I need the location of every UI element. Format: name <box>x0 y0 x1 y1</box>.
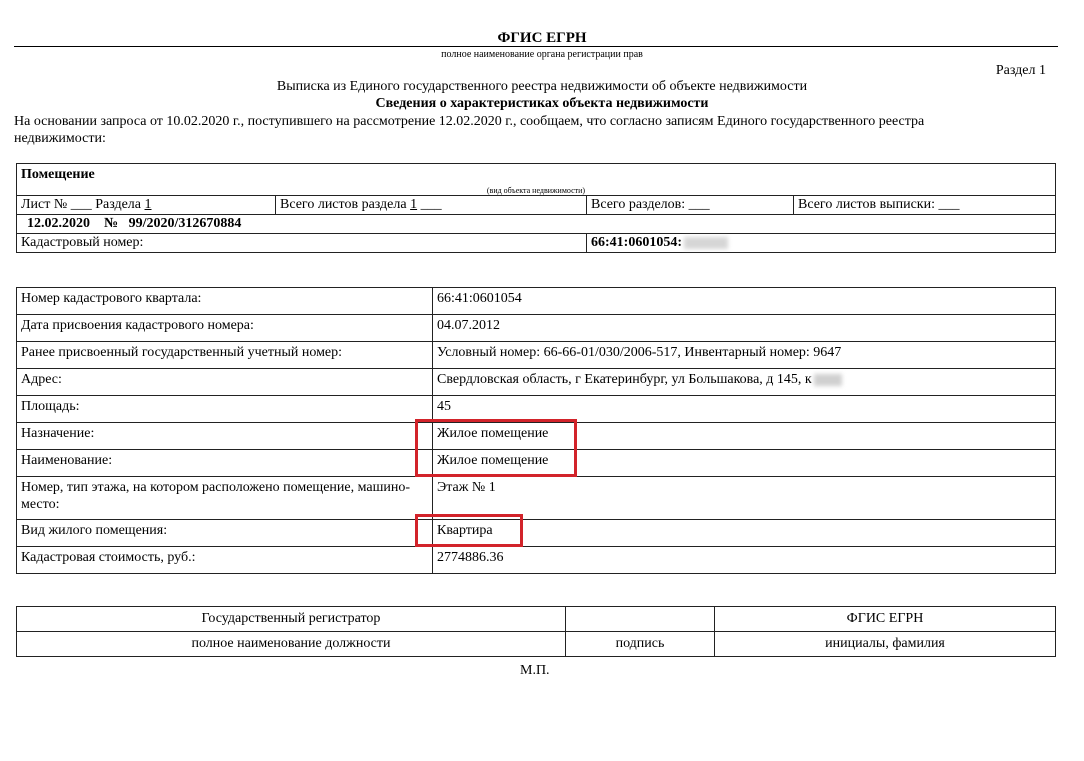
property-row <box>17 520 1056 547</box>
seal-placeholder: М.П. <box>520 663 550 678</box>
org-title: ФГИС ЕГРН <box>497 30 587 46</box>
property-key: Номер, тип этажа, на котором расположено помещение, машино-место: <box>17 477 433 520</box>
redacted-blur <box>684 237 728 249</box>
cadastral-label: Кадастровый номер: <box>17 234 587 253</box>
property-key: Дата присвоения кадастрового номера: <box>17 315 433 342</box>
property-value: 2774886.36 <box>433 547 1056 574</box>
total-sheets-extract-blank: ___ <box>938 197 960 212</box>
property-row <box>17 547 1056 574</box>
object-type: Помещение <box>17 164 1056 187</box>
property-key: Адрес: <box>17 369 433 396</box>
property-key: Наименование: <box>17 450 433 477</box>
name-caption: инициалы, фамилия <box>715 632 1056 657</box>
section-num-label: Раздела <box>95 197 142 212</box>
extract-number: 99/2020/312670884 <box>128 216 242 231</box>
sheet-cell <box>17 196 276 215</box>
total-sheets-section-blank: ___ <box>420 197 442 212</box>
cadastral-value-cell <box>587 234 1056 253</box>
total-sheets-extract-cell <box>794 196 1056 215</box>
section-num-value: 1 <box>144 197 152 212</box>
property-key: Назначение: <box>17 423 433 450</box>
property-value: 04.07.2012 <box>433 315 1056 342</box>
cadastral-value: 66:41:0601054: <box>591 235 682 250</box>
sheet-blank: ___ <box>70 197 92 212</box>
total-sections-label: Всего разделов: <box>591 197 686 212</box>
section-label: Раздел 1 <box>995 63 1046 78</box>
property-value: Свердловская область, г Екатеринбург, ул Большакова, д 145, к <box>437 372 812 387</box>
total-sheets-section-value: 1 <box>410 197 418 212</box>
registrar-org: ФГИС ЕГРН <box>715 607 1056 632</box>
property-row <box>17 315 1056 342</box>
property-row <box>17 342 1056 369</box>
object-type-caption: (вид объекта недвижимости) <box>17 186 1056 196</box>
extract-date: 12.02.2020 <box>27 216 90 231</box>
property-key: Вид жилого помещения: <box>17 520 433 547</box>
extract-date-number <box>17 215 1056 234</box>
header-rule <box>14 46 1058 47</box>
total-sheets-extract-label: Всего листов выписки: <box>798 197 935 212</box>
intro-text: На основании запроса от 10.02.2020 г., поступившего на рассмотрение 12.02.2020 г., сообщаем, что согласно записям Единого государственного реестра недвижимости: <box>14 114 925 146</box>
property-value: Этаж № 1 <box>433 477 1056 520</box>
property-key: Номер кадастрового квартала: <box>17 288 433 315</box>
property-value: Жилое помещение <box>433 450 1056 477</box>
property-value: 45 <box>433 396 1056 423</box>
property-value-cell <box>433 369 1056 396</box>
highlight-box-purpose-name <box>415 419 577 477</box>
total-sections-blank: ___ <box>688 197 710 212</box>
property-value: Жилое помещение <box>433 423 1056 450</box>
signature-table <box>16 606 1056 657</box>
property-row <box>17 477 1056 520</box>
document-subtitle: Сведения о характеристиках объекта недвижимости <box>375 96 709 111</box>
property-row <box>17 369 1056 396</box>
property-value: 66:41:0601054 <box>433 288 1056 315</box>
object-header-table <box>16 163 1056 253</box>
signature-blank <box>566 607 715 632</box>
property-value: Квартира <box>433 520 1056 547</box>
total-sections-cell <box>587 196 794 215</box>
registrar-position: Государственный регистратор <box>17 607 566 632</box>
property-value: Условный номер: 66-66-01/030/2006-517, Инвентарный номер: 9647 <box>433 342 1056 369</box>
total-sheets-section-label: Всего листов раздела <box>280 197 407 212</box>
redacted-blur <box>814 374 842 386</box>
document-title: Выписка из Единого государственного реестра недвижимости об объекте недвижимости <box>276 79 808 94</box>
property-key: Кадастровая стоимость, руб.: <box>17 547 433 574</box>
highlight-box-dwelling-type <box>415 514 523 547</box>
total-sheets-section-cell <box>276 196 587 215</box>
sheet-label: Лист № <box>21 197 68 212</box>
extract-number-sign: № <box>104 216 119 231</box>
property-key: Ранее присвоенный государственный учетный номер: <box>17 342 433 369</box>
property-key: Площадь: <box>17 396 433 423</box>
sign-caption: подпись <box>566 632 715 657</box>
org-caption: полное наименование органа регистрации прав <box>441 49 643 60</box>
position-caption: полное наименование должности <box>17 632 566 657</box>
property-row <box>17 288 1056 315</box>
